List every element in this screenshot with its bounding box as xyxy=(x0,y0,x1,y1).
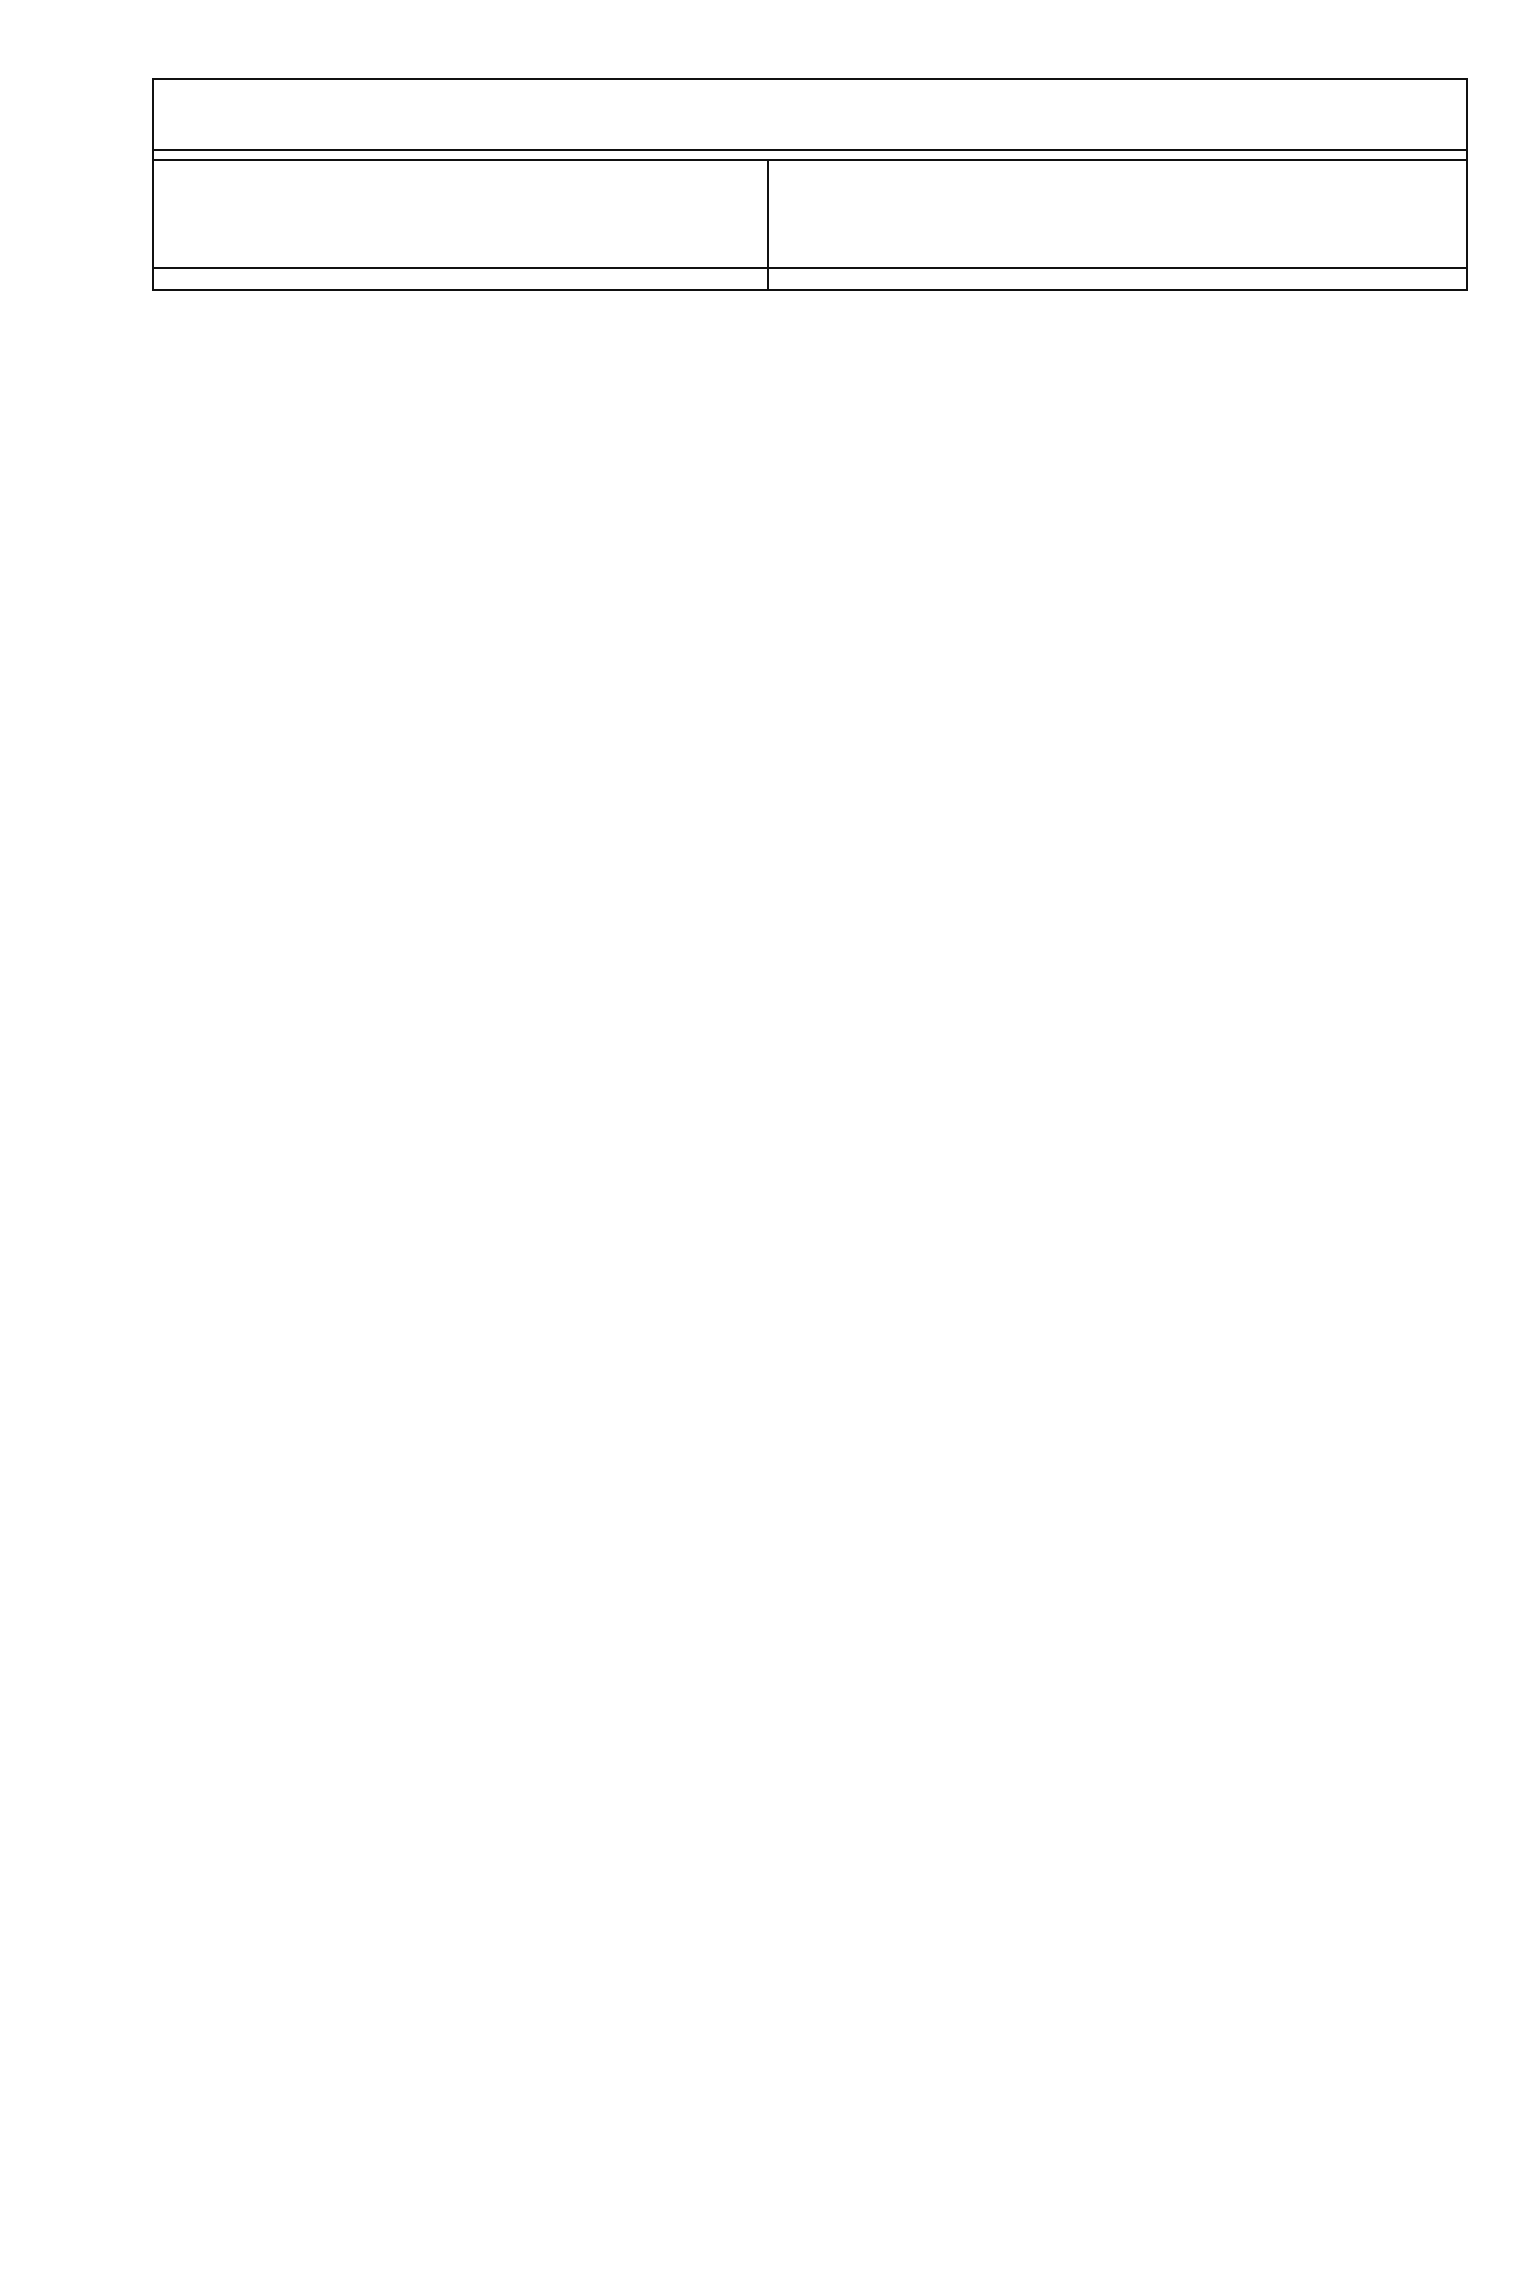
special-tests-header-text xyxy=(154,167,767,171)
spectrum-table xyxy=(152,78,1468,291)
urgent-tests-column xyxy=(769,161,1466,289)
special-tests-header xyxy=(154,161,767,269)
table-split xyxy=(154,159,1466,289)
main-tests-list xyxy=(154,151,1466,159)
special-tests-column xyxy=(154,161,769,289)
special-tests-list xyxy=(154,269,767,289)
urgent-tests-header xyxy=(769,161,1466,269)
page-content xyxy=(152,52,1468,325)
main-tests-header xyxy=(154,80,1466,151)
urgent-tests-list xyxy=(769,269,1466,289)
